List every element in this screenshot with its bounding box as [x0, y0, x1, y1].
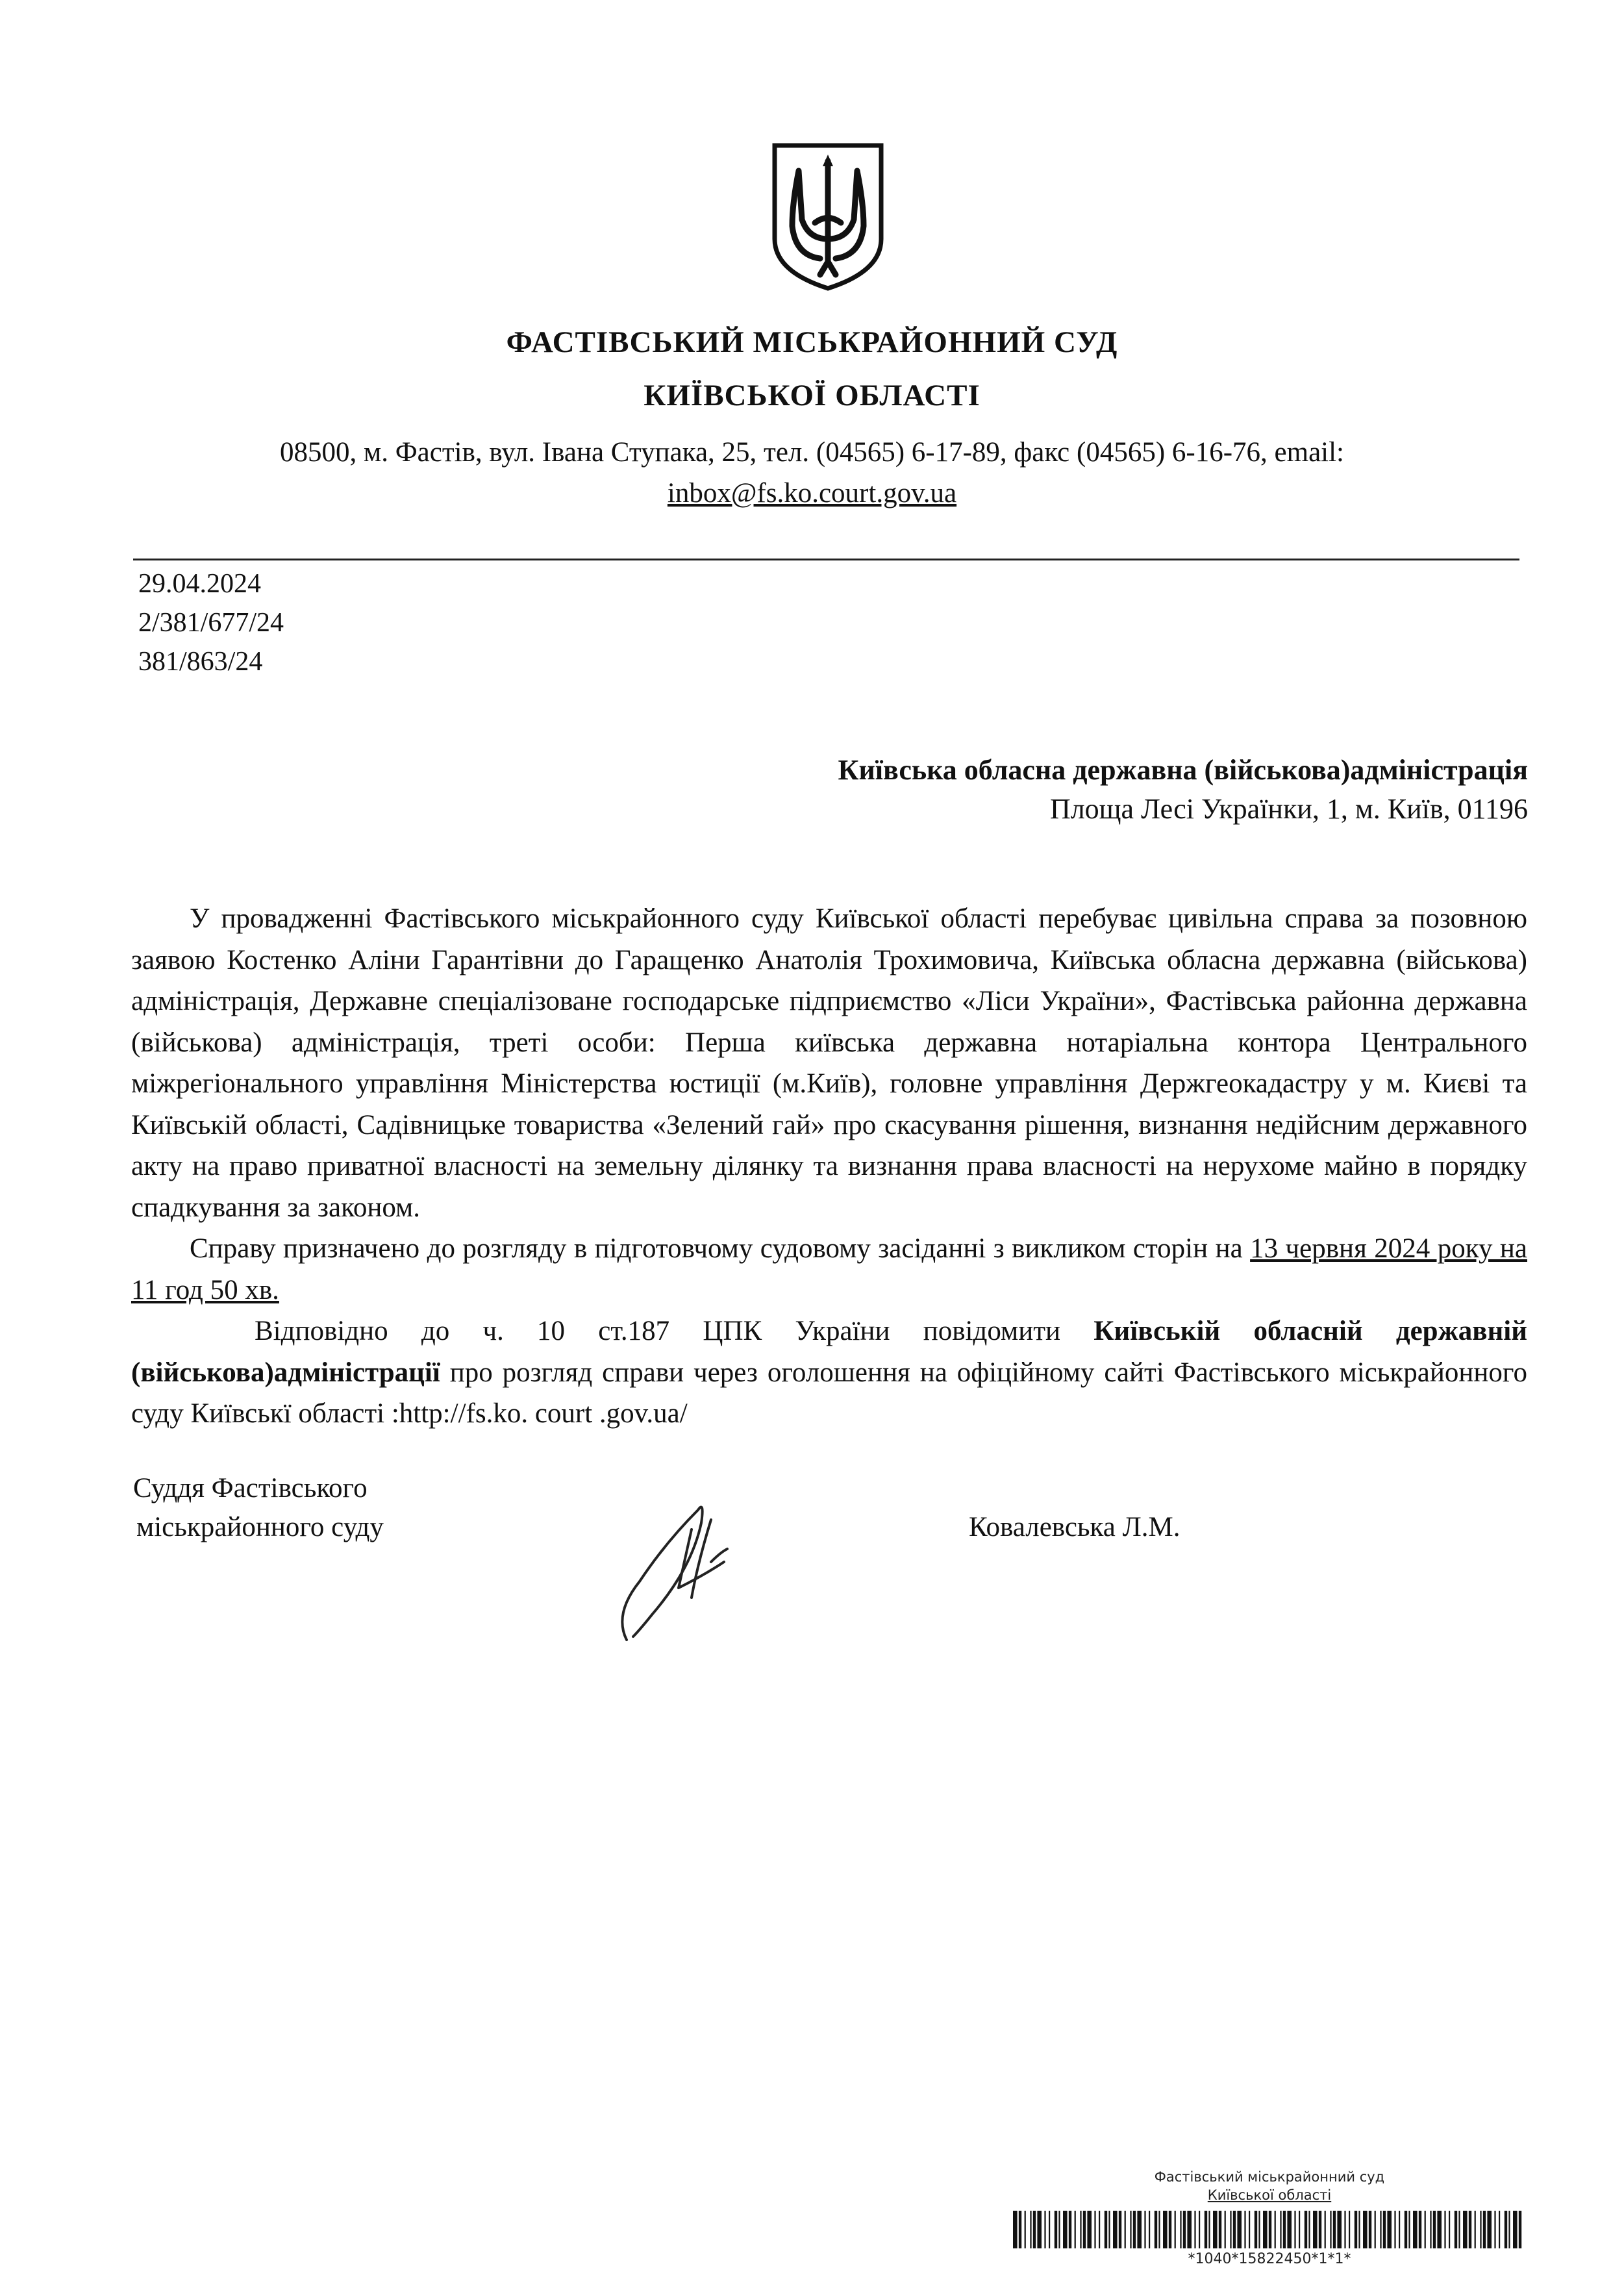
- barcode-bar: [1025, 2211, 1026, 2248]
- barcode-bar: [1230, 2211, 1231, 2248]
- barcode-bar: [1094, 2211, 1095, 2248]
- barcode-bar: [1149, 2211, 1150, 2248]
- barcode-bar: [1019, 2211, 1021, 2248]
- handwritten-signature: [614, 1484, 763, 1646]
- case-number: 2/381/677/24: [138, 608, 284, 638]
- barcode-bar: [1499, 2211, 1500, 2248]
- letter-body: [131, 898, 1527, 1435]
- barcode-bar: [1513, 2211, 1518, 2248]
- barcode-bar: [1033, 2211, 1036, 2248]
- barcode-bar: [1269, 2211, 1271, 2248]
- barcode-bar: [1433, 2211, 1436, 2248]
- barcode-bar: [1063, 2211, 1068, 2248]
- body-paragraph-notice: [131, 1311, 1527, 1435]
- judge-title-line2: міськрайонного суду: [136, 1512, 384, 1542]
- barcode-bar: [1163, 2211, 1168, 2248]
- barcode-bar: [1233, 2211, 1236, 2248]
- barcode-bar: [1319, 2211, 1321, 2248]
- barcode-bar: [1344, 2211, 1345, 2248]
- barcode-bar: [1355, 2211, 1357, 2248]
- recipient-address: Площа Лесі Українки, 1, м. Київ, 01196: [1049, 793, 1528, 825]
- barcode-bar: [1469, 2211, 1471, 2248]
- barcode-bar: [1287, 2211, 1292, 2248]
- barcode-bar: [1494, 2211, 1495, 2248]
- court-name: ФАСТІВСЬКИЙ МІСЬКРАЙОННИЙ СУД: [506, 325, 1118, 359]
- barcode-bar: [1133, 2211, 1136, 2248]
- barcode-bar: [1244, 2211, 1245, 2248]
- barcode-bar: [1137, 2211, 1142, 2248]
- header-divider: [133, 559, 1519, 560]
- barcode-bar: [1280, 2211, 1281, 2248]
- barcode-bar: [1383, 2211, 1386, 2248]
- barcode-bar: [1044, 2211, 1045, 2248]
- barcode-bar: [1505, 2211, 1507, 2248]
- barcode: [1013, 2211, 1526, 2248]
- barcode-bar: [1458, 2211, 1460, 2248]
- hearing-date: 13 червня 2024 року на 11 год 50 хв.: [131, 1233, 1528, 1305]
- body-paragraph-hearing: [131, 1228, 1527, 1311]
- barcode-bar: [1113, 2211, 1118, 2248]
- barcode-bar: [1519, 2211, 1521, 2248]
- barcode-bar: [1194, 2211, 1195, 2248]
- barcode-bar: [1258, 2211, 1260, 2248]
- stamp-region: Київської області: [1207, 2187, 1332, 2203]
- barcode-bar: [1483, 2211, 1486, 2248]
- outgoing-date: 29.04.2024: [138, 569, 261, 599]
- barcode-bar: [1363, 2211, 1368, 2248]
- barcode-bar: [1413, 2211, 1418, 2248]
- barcode-bar: [1369, 2211, 1371, 2248]
- barcode-bar: [1430, 2211, 1431, 2248]
- barcode-bar: [1358, 2211, 1360, 2248]
- barcode-bar: [1508, 2211, 1510, 2248]
- barcode-bar: [1144, 2211, 1145, 2248]
- judge-name: Ковалевська Л.М.: [969, 1512, 1181, 1542]
- barcode-bar: [1263, 2211, 1268, 2248]
- barcode-bar: [1387, 2211, 1392, 2248]
- barcode-bar: [1487, 2211, 1492, 2248]
- coat-of-arms-icon: [769, 142, 886, 291]
- barcode-bar: [1349, 2211, 1350, 2248]
- barcode-bar: [1219, 2211, 1221, 2248]
- barcode-bar: [1180, 2211, 1181, 2248]
- court-address: 08500, м. Фастів, вул. Івана Ступака, 25, тел. (04565) 6-17-89, факс (04565) 6-16-76, email:: [280, 437, 1344, 468]
- barcode-bar: [1449, 2211, 1450, 2248]
- barcode-bar: [1308, 2211, 1310, 2248]
- judge-title-line1: Суддя Фастівського: [133, 1473, 368, 1503]
- barcode-bar: [1183, 2211, 1186, 2248]
- barcode-bar: [1425, 2211, 1426, 2248]
- barcode-bar: [1037, 2211, 1042, 2248]
- barcode-bar: [1237, 2211, 1242, 2248]
- barcode-bar: [1049, 2211, 1050, 2248]
- barcode-bar: [1283, 2211, 1286, 2248]
- barcode-bar: [1255, 2211, 1257, 2248]
- recipient-name: Київська обласна державна (військова)адміністрація: [838, 754, 1528, 786]
- barcode-number: *1040*15822450*1*1*: [1188, 2251, 1351, 2267]
- barcode-bar: [1087, 2211, 1092, 2248]
- barcode-bar: [1380, 2211, 1381, 2248]
- barcode-bar: [1083, 2211, 1086, 2248]
- barcode-bar: [1225, 2211, 1226, 2248]
- barcode-bar: [1169, 2211, 1171, 2248]
- barcode-bar: [1013, 2211, 1018, 2248]
- barcode-bar: [1399, 2211, 1400, 2248]
- barcode-bar: [1130, 2211, 1131, 2248]
- stamp-court-name: Фастівський міськрайонний суд: [1154, 2169, 1385, 2185]
- barcode-bar: [1305, 2211, 1307, 2248]
- notice-recipient: Київській обласній державній (військова)адміністрації: [131, 1316, 1527, 1388]
- barcode-bar: [1330, 2211, 1331, 2248]
- barcode-bar: [1408, 2211, 1410, 2248]
- barcode-bar: [1158, 2211, 1160, 2248]
- barcode-bar: [1337, 2211, 1342, 2248]
- barcode-bar: [1333, 2211, 1336, 2248]
- barcode-bar: [1069, 2211, 1071, 2248]
- barcode-bar: [1437, 2211, 1442, 2248]
- barcode-bar: [1444, 2211, 1445, 2248]
- barcode-bar: [1208, 2211, 1210, 2248]
- barcode-bar: [1405, 2211, 1407, 2248]
- barcode-bar: [1249, 2211, 1250, 2248]
- barcode-bar: [1119, 2211, 1121, 2248]
- barcode-bar: [1030, 2211, 1031, 2248]
- barcode-bar: [1475, 2211, 1476, 2248]
- court-region: КИЇВСЬКОЇ ОБЛАСТІ: [643, 379, 981, 412]
- barcode-bar: [1394, 2211, 1395, 2248]
- barcode-bar: [1313, 2211, 1318, 2248]
- barcode-bar: [1294, 2211, 1295, 2248]
- barcode-bar: [1213, 2211, 1218, 2248]
- barcode-bar: [1155, 2211, 1157, 2248]
- barcode-bar: [1463, 2211, 1468, 2248]
- barcode-bar: [1480, 2211, 1481, 2248]
- body-paragraph-case: У провадженні Фастівського міськрайонного суду Київської області перебуває цивільна справа за позовною заявою Костенко Аліни Гарантівни до Гаращенко Анатолія Трохимовича, Київська обласна державна (військова) адміністрація, Державне спеціалізоване господарське підприємство «Ліси України», Фастівська районна державна (військова) адміністрація, треті особи: Перша київська державна нотаріальна контора Центрального міжрегіонального управління Міністерства юстиції (м.Київ), головне управління Держгеокадастру у м. Києві та Київській області, Садівницьке товариства «Зелений гай» про скасування рішення, визнання недійсним державного акту на право приватної власності на земельну ділянку та визнання права власності на нерухоме майно в порядку спадкування за законом.: [131, 903, 1527, 1223]
- barcode-bar: [1099, 2211, 1100, 2248]
- barcode-bar: [1058, 2211, 1060, 2248]
- notice-text-end: про розгляд справи через оголошення на офіційному сайті Фастівського міськрайонного суду Київськї області :http://fs.ko. court .gov.ua/: [131, 1357, 1527, 1429]
- barcode-bar: [1199, 2211, 1200, 2248]
- barcode-bar: [1187, 2211, 1192, 2248]
- barcode-bar: [1175, 2211, 1176, 2248]
- barcode-bar: [1055, 2211, 1057, 2248]
- barcode-bar: [1455, 2211, 1457, 2248]
- notice-text: Відповідно до ч. 10 ст.187 ЦПК України повідомити: [255, 1316, 1094, 1346]
- proceeding-number: 381/863/24: [138, 647, 263, 677]
- barcode-bar: [1080, 2211, 1081, 2248]
- barcode-bar: [1299, 2211, 1300, 2248]
- hearing-text: Справу призначено до розгляду в підготовчому судовому засіданні з викликом сторін на: [190, 1233, 1251, 1264]
- barcode-bar: [1125, 2211, 1126, 2248]
- court-email-link[interactable]: inbox@fs.ko.court.gov.ua: [667, 478, 957, 509]
- barcode-bar: [1108, 2211, 1110, 2248]
- barcode-bar: [1325, 2211, 1326, 2248]
- barcode-bar: [1375, 2211, 1376, 2248]
- barcode-bar: [1275, 2211, 1276, 2248]
- barcode-bar: [1075, 2211, 1076, 2248]
- barcode-bar: [1419, 2211, 1421, 2248]
- barcode-bar: [1105, 2211, 1107, 2248]
- barcode-bar: [1205, 2211, 1207, 2248]
